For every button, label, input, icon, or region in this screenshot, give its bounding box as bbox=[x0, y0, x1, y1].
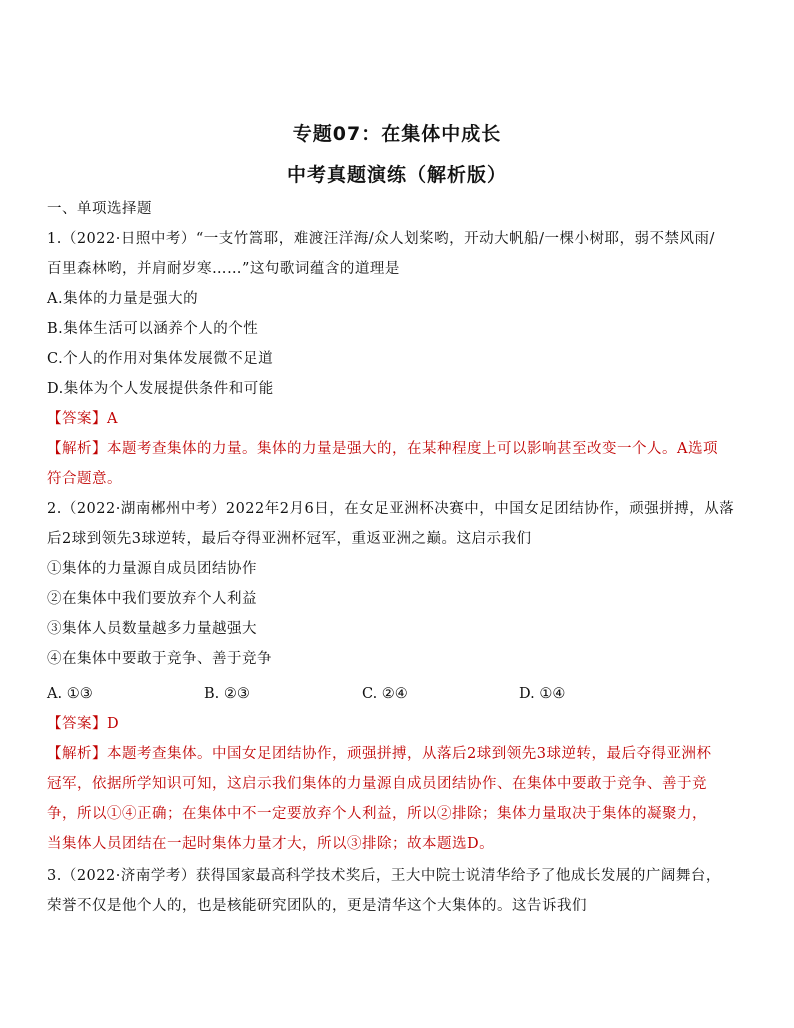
question-2-analysis-line-3: 争，所以①④正确；在集体中不一定要放弃个人利益，所以②排除；集体力量取决于集体的凝聚力， bbox=[47, 806, 707, 822]
question-2-analysis-line-2: 冠军，依据所学知识可知，这启示我们集体的力量源自成员团结协作、在集体中要敢于竞争、善于竞 bbox=[47, 776, 707, 792]
question-2-option-c: C. ②④ bbox=[362, 686, 408, 702]
question-2-analysis-line-4: 当集体人员团结在一起时集体力量才大，所以③排除；故本题选D。 bbox=[47, 836, 495, 852]
question-2-option-b: B. ②③ bbox=[204, 686, 250, 702]
question-2-item-4: ④在集体中要敢于竞争、善于竞争 bbox=[47, 651, 272, 667]
question-2-stem-line-1: 2.（2022·湖南郴州中考）2022年2月6日，在女足亚洲杯决赛中，中国女足团结协作，顽强拼搏，从落 bbox=[47, 501, 735, 517]
question-2-item-1: ①集体的力量源自成员团结协作 bbox=[47, 561, 257, 577]
question-1-option-d: D.集体为个人发展提供条件和可能 bbox=[47, 381, 274, 397]
question-1-option-c: C.个人的作用对集体发展微不足道 bbox=[47, 351, 274, 367]
page-title: 专题07：在集体中成长 bbox=[292, 123, 502, 145]
question-1-analysis-line-2: 符合题意。 bbox=[47, 471, 122, 487]
question-1-option-b: B.集体生活可以涵养个人的个性 bbox=[47, 321, 259, 337]
question-2-item-3: ③集体人员数量越多力量越强大 bbox=[47, 621, 257, 637]
question-1-answer: 【答案】A bbox=[47, 411, 118, 427]
question-3-stem-line-1: 3.（2022·济南学考）获得国家最高科学技术奖后，王大中院士说清华给予了他成长发展的广阔舞台， bbox=[47, 868, 721, 884]
page-subtitle: 中考真题演练（解析版） bbox=[286, 164, 507, 186]
question-2-stem-line-2: 后2球到领先3球逆转，最后夺得亚洲杯冠军，重返亚洲之巅。这启示我们 bbox=[47, 531, 532, 547]
question-1-analysis-line-1: 【解析】本题考查集体的力量。集体的力量是强大的，在某种程度上可以影响甚至改变一个人。A选项 bbox=[47, 441, 718, 457]
question-1-option-a: A.集体的力量是强大的 bbox=[47, 291, 199, 307]
question-2-item-2: ②在集体中我们要放弃个人利益 bbox=[47, 591, 257, 607]
question-2-answer: 【答案】D bbox=[47, 716, 120, 732]
question-1-stem-line-1: 1.（2022·日照中考）“一支竹篙耶，难渡汪洋海/众人划桨哟，开动大帆船/一棵小树耶，弱不禁风雨/ bbox=[47, 231, 715, 247]
question-2-analysis-line-1: 【解析】本题考查集体。中国女足团结协作，顽强拼搏，从落后2球到领先3球逆转，最后夺得亚洲杯 bbox=[47, 746, 712, 762]
question-2-option-a: A. ①③ bbox=[47, 686, 93, 702]
section-heading: 一、单项选择题 bbox=[47, 201, 152, 217]
question-2-option-d: D. ①④ bbox=[519, 686, 566, 702]
question-3-stem-line-2: 荣誉不仅是他个人的，也是核能研究团队的，更是清华这个大集体的。这告诉我们 bbox=[47, 898, 587, 914]
question-1-stem-line-2: 百里森林哟，并肩耐岁寒……”这句歌词蕴含的道理是 bbox=[47, 261, 400, 277]
